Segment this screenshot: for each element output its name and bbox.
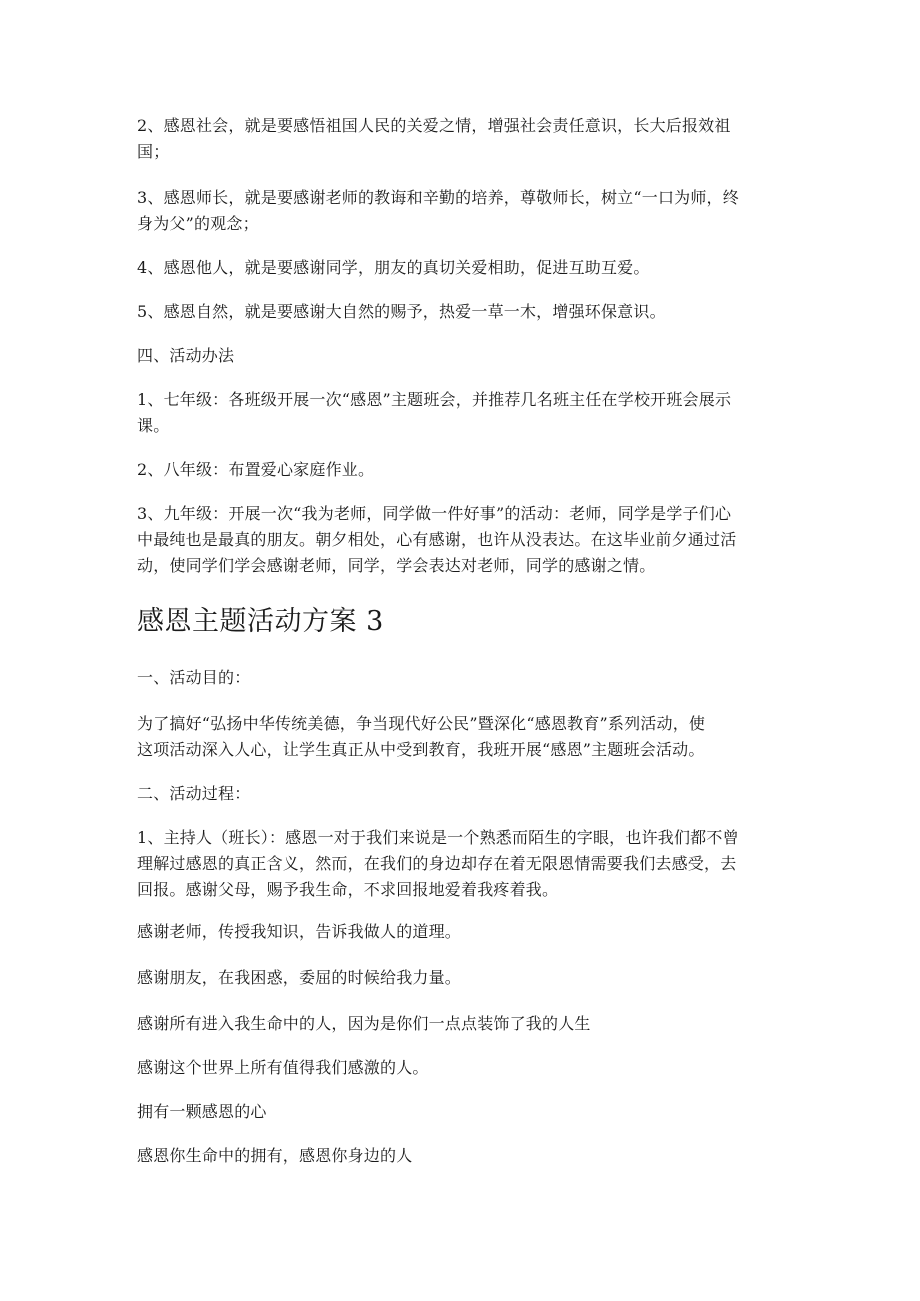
methods-item3-line3: 动，使同学们学会感谢老师，同学，学会表达对老师，同学的感谢之情。 — [137, 556, 656, 575]
purpose-text-line2: 这项活动深入人心，让学生真正从中受到教育，我班开展“感恩”主题班会活动。 — [137, 740, 705, 759]
item2-line2: 国； — [137, 142, 170, 161]
methods-heading: 四、活动办法 — [137, 346, 235, 365]
item4-text: 4、感恩他人，就是要感谢同学，朋友的真切关爱相助，促进互助互爱。 — [137, 258, 650, 277]
item5-text: 5、感恩自然，就是要感谢大自然的赐予，热爱一草一木，增强环保意识。 — [137, 302, 666, 321]
process-heading: 二、活动过程： — [137, 784, 251, 803]
grateful-heart-text: 拥有一颗感恩的心 — [137, 1102, 267, 1121]
grateful-life-text: 感恩你生命中的拥有，感恩你身边的人 — [137, 1146, 413, 1165]
methods-item3-line2: 中最纯也是最真的朋友。朝夕相处，心有感谢，也许从没表达。在这毕业前夕通过活 — [137, 530, 737, 549]
thanks-world-text: 感谢这个世界上所有值得我们感激的人。 — [137, 1058, 429, 1077]
item3-line1: 3、感恩师长，就是要感谢老师的教诲和辛勤的培养，尊敬师长，树立“一口为师，终 — [137, 188, 739, 207]
process-item1-line3: 回报。感谢父母，赐予我生命，不求回报地爱着我疼着我。 — [137, 880, 559, 899]
methods-item1-line2: 课。 — [137, 416, 170, 435]
thanks-everyone-text: 感谢所有进入我生命中的人，因为是你们一点点装饰了我的人生 — [137, 1014, 591, 1033]
purpose-heading: 一、活动目的： — [137, 668, 251, 687]
item2-line1: 2、感恩社会，就是要感悟祖国人民的关爱之情，增强社会责任意识，长大后报效祖 — [137, 116, 731, 135]
item3-line2: 身为父”的观念； — [137, 214, 259, 233]
process-item1-line2: 理解过感恩的真正含义，然而，在我们的身边却存在着无限恩情需要我们去感受，去 — [137, 854, 737, 873]
purpose-text-line1: 为了搞好“弘扬中华传统美德，争当现代好公民”暨深化“感恩教育”系列活动，使 — [137, 714, 706, 733]
plan3-title: 感恩主题活动方案 3 — [137, 606, 384, 637]
thanks-teacher-text: 感谢老师，传授我知识，告诉我做人的道理。 — [137, 922, 462, 941]
thanks-friends-text: 感谢朋友，在我困惑，委屈的时候给我力量。 — [137, 968, 462, 987]
methods-item2-text: 2、八年级：布置爱心家庭作业。 — [137, 460, 375, 479]
methods-item3-line1: 3、九年级：开展一次“我为老师，同学做一件好事”的活动：老师，同学是学子们心 — [137, 504, 732, 523]
process-item1-line1: 1、主持人（班长）：感恩一对于我们来说是一个熟悉而陌生的字眼，也许我们都不曾 — [137, 828, 739, 847]
methods-item1-line1: 1、七年级：各班级开展一次“感恩”主题班会，并推荐几名班主任在学校开班会展示 — [137, 390, 732, 409]
